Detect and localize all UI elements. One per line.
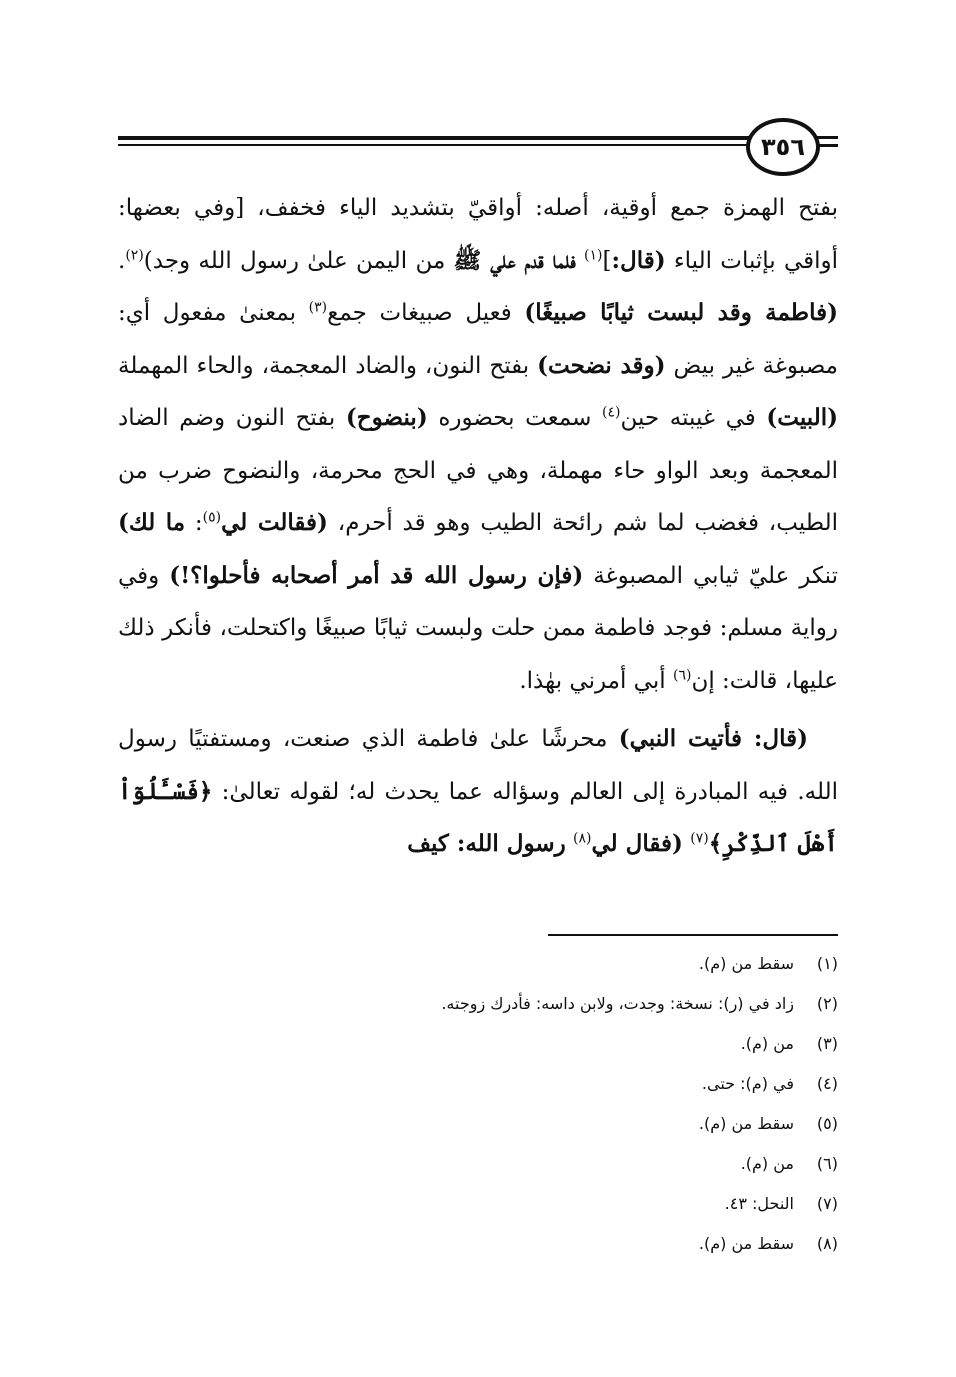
page-header <box>118 118 838 178</box>
footnote-separator <box>548 934 838 936</box>
footnote-number: (٣) <box>816 1034 838 1053</box>
commentary-text: أبي أمرني بهٰذا. <box>519 667 673 694</box>
page-number: ٣٥٦ <box>746 118 820 176</box>
quoted-text: (فقال لي <box>591 830 683 857</box>
footnote-number: (٢) <box>816 994 838 1013</box>
footnote-number: (٤) <box>816 1074 838 1093</box>
quoted-text: ما لك) <box>118 509 186 536</box>
quoted-text: ﴿فَسْـَٔلُوٓاْ أَهْلَ ٱلذِّكْرِ﴾ <box>118 777 838 857</box>
footnotes <box>118 944 838 1264</box>
footnote-marker: (٣) <box>308 299 328 316</box>
footnote-text: من (م). <box>740 1154 794 1173</box>
commentary-text: ] <box>602 247 612 274</box>
footnote-number: (٦) <box>816 1154 838 1173</box>
commentary-text: فعيل صبيغات جمع <box>327 300 525 326</box>
footnote-number: (٨) <box>816 1234 838 1253</box>
paragraph <box>118 182 838 707</box>
quoted-text: (وقد نضحت) <box>537 351 666 379</box>
commentary-text: محرشًا علىٰ فاطمة الذي صنعت، ومستفتيًا رسول الله. فيه المبادرة إلى العالم وسؤاله عما يحدث له؛ لقوله تعالىٰ: <box>118 726 838 805</box>
commentary-text: بفتح النون، والضاد المعجمة، والحاء المهملة <box>118 352 538 379</box>
quoted-text: (فإن رسول الله قد أمر أصحابه فأحلوا؟!) <box>169 561 584 589</box>
footnote-item <box>118 1144 838 1184</box>
main-text <box>118 182 838 871</box>
quoted-text: (بنضوح) <box>345 404 428 431</box>
footnote-item <box>118 944 838 984</box>
commentary-text: سمعت بحضوره <box>427 405 603 431</box>
footnote-item <box>118 1184 838 1224</box>
commentary-text: وفي رواية مسلم: فوجد فاطمة ممن حلت ولبست ثيابًا صبيغًا واكتحلت، فأنكر ذلك عليها، قالت: إن <box>118 562 838 694</box>
header-rule-thin <box>118 144 768 146</box>
footnote-number: (٥) <box>816 1114 838 1133</box>
footnote-marker: (٨) <box>573 830 592 847</box>
commentary-text: : <box>185 510 203 536</box>
commentary-text: بفتح النون وضم الضاد المعجمة وبعد الواو حاء مهملة، وهي في الحج محرمة، والنضوح ضرب من الطيب، فغضب لما شم رائحة الطيب وهو قد أحرم، <box>118 405 838 536</box>
footnote-marker: (١) <box>584 246 603 263</box>
footnote-number: (٧) <box>816 1194 838 1213</box>
paragraph <box>118 713 838 871</box>
footnote-item <box>118 1064 838 1104</box>
footnote-item <box>118 1104 838 1144</box>
commentary-text: من اليمن علىٰ رسول الله وجد) <box>143 247 454 274</box>
footnote-marker: (٧) <box>690 830 709 847</box>
footnote-text: سقط من (م). <box>698 1114 794 1133</box>
footnote-number: (١) <box>816 954 838 973</box>
quoted-text: (فاطمة وقد لبست ثيابًا صبيغًا) <box>524 299 838 326</box>
commentary-text: بمعنىٰ مفعول أي: مصبوغة غير بيض <box>118 300 839 379</box>
footnote-marker: (٤) <box>602 404 621 421</box>
footnote-marker: (٦) <box>672 666 692 683</box>
footnote-text: سقط من (م). <box>698 1234 794 1253</box>
commentary-text <box>566 831 573 857</box>
footnote-item <box>118 984 838 1024</box>
quoted-text: (فقالت لي <box>221 509 328 536</box>
footnote-text: من (م). <box>740 1034 794 1053</box>
footnote-item <box>118 1224 838 1264</box>
footnote-text: في (م): حتى. <box>701 1074 794 1093</box>
commentary-text: بفتح الهمزة جمع أوقية، أصله: أواقيّ بتشديد الياء فخفف، [وفي بعضها: أواقي بإثبات الياء <box>118 195 839 274</box>
commentary-text: . <box>118 247 126 274</box>
footnote-marker: (٥) <box>202 509 222 526</box>
quoted-text: (قال: <box>611 246 666 274</box>
footnote-text: سقط من (م). <box>698 954 794 973</box>
quoted-text: فلما قدم علي ﷺ <box>453 246 576 274</box>
commentary-text: تنكر عليّ ثيابي المصبوغة <box>583 562 838 589</box>
commentary-text <box>576 248 584 274</box>
quoted-text: (البيت) <box>766 404 838 431</box>
footnote-text: زاد في (ر): نسخة: وجدت، ولابن داسه: فأدرك زوجته. <box>441 994 794 1013</box>
footnote-item <box>118 1024 838 1064</box>
commentary-text: في غيبته حين <box>620 405 767 431</box>
quoted-text: (قال: فأتيت النبي) <box>618 725 808 752</box>
footnote-text: النحل: ٤٣. <box>724 1194 794 1213</box>
quoted-text: رسول الله: كيف <box>407 830 566 857</box>
header-rule-thick <box>118 136 768 140</box>
footnote-marker: (٢) <box>125 246 144 263</box>
